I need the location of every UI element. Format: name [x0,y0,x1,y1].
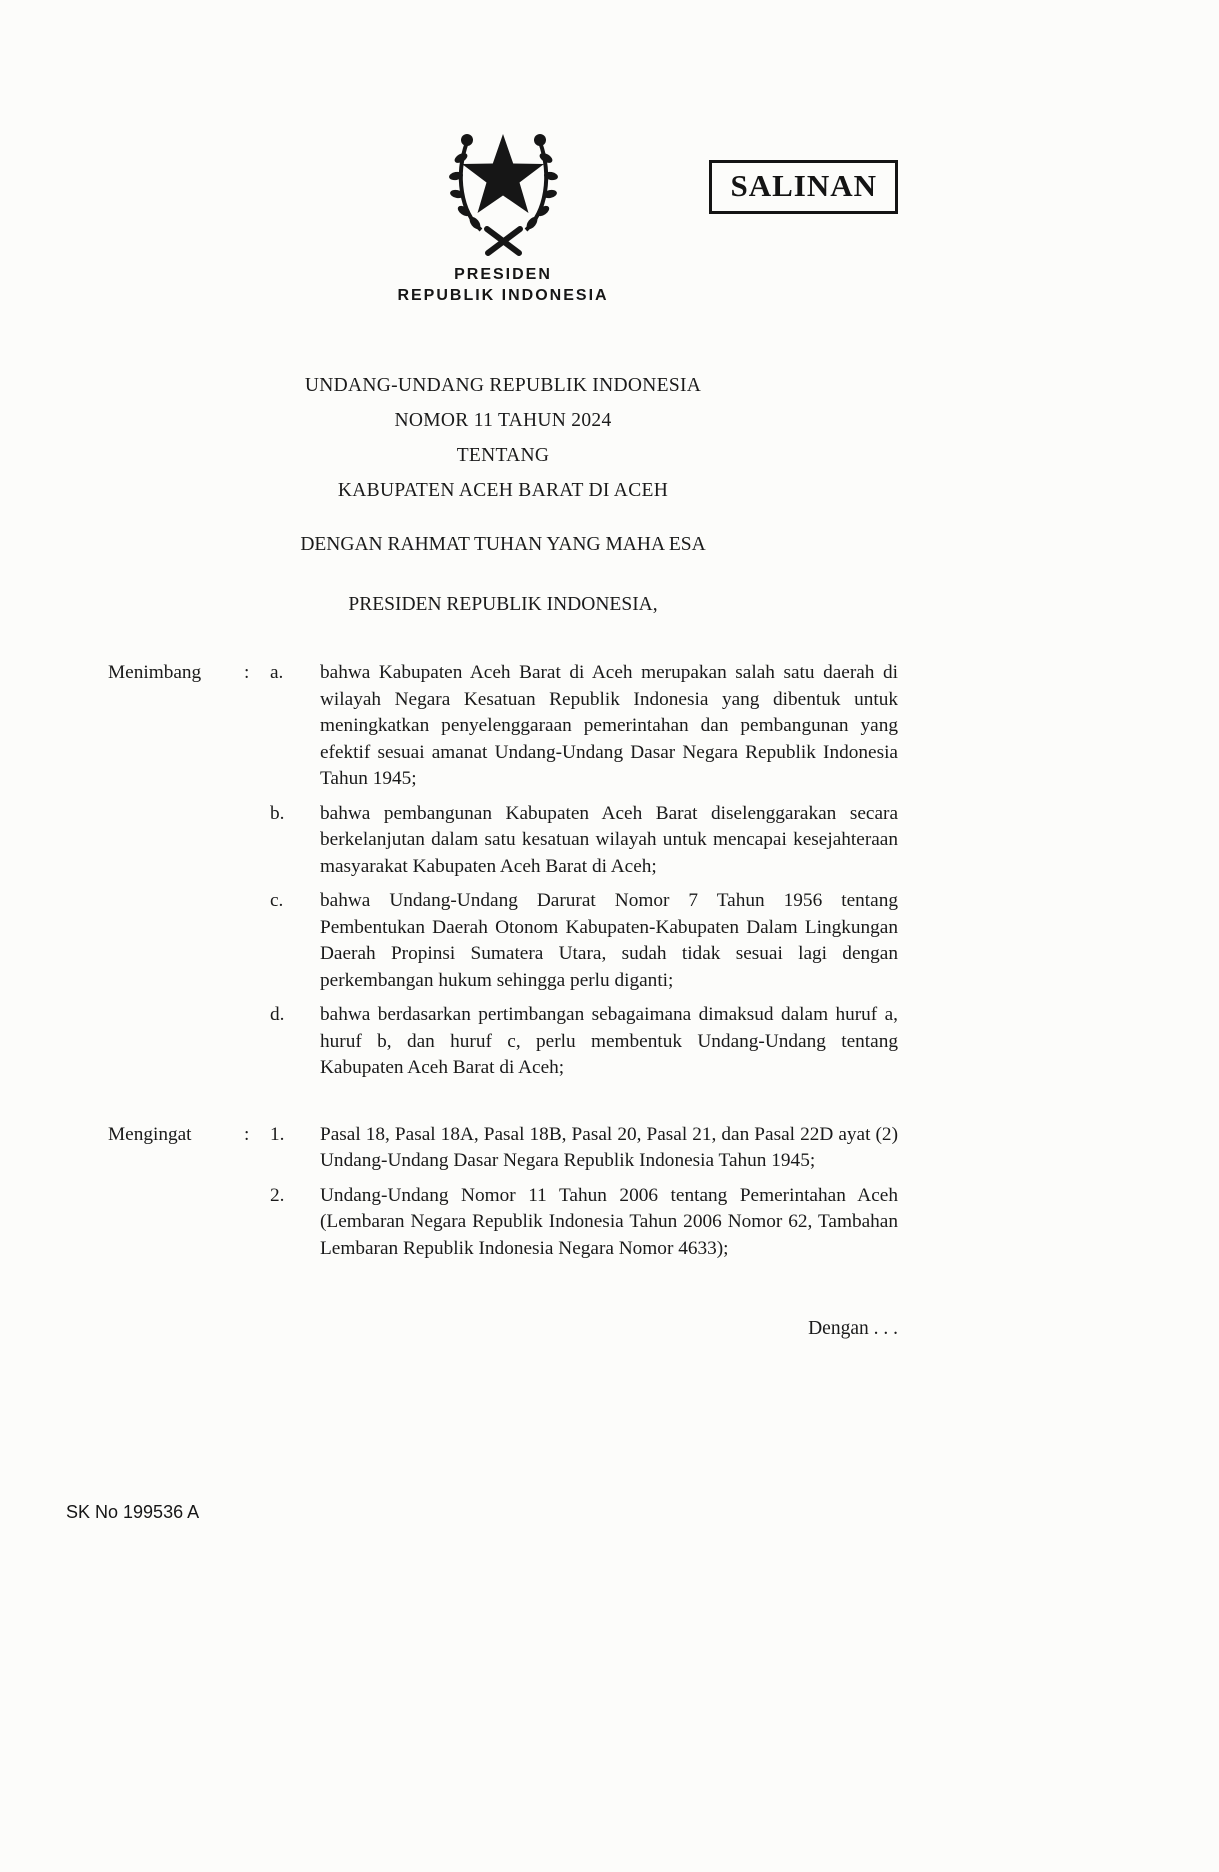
menimbang-section [108,660,898,1082]
invocation-line: DENGAN RAHMAT TUHAN YANG MAHA ESA [300,534,706,555]
mengingat-item-2 [108,1183,898,1263]
menimbang-item-c [108,888,898,994]
item-marker: b. [270,802,285,824]
menimbang-item-a [108,660,898,793]
mengingat-item-1 [108,1122,898,1175]
spacer [108,888,244,994]
menimbang-item-b [108,801,898,881]
spacer [244,801,270,881]
doc-title-line4: KABUPATEN ACEH BARAT DI ACEH [337,480,669,501]
authority-line: PRESIDEN REPUBLIK INDONESIA, [348,594,658,615]
mengingat-label: Mengingat [108,1123,192,1145]
item-text: bahwa Undang-Undang Darurat Nomor 7 Tahun 1956 tentang Pembentukan Daerah Otonom Kabupaten-Kabupaten Dalam Lingkungan Daerah Propinsi Sumatera Utara, sudah tidak sesuai lagi dengan perkembangan hukum sehingga perlu diganti; [320,890,898,991]
spacer [244,888,270,994]
menimbang-item-d [108,1002,898,1082]
menimbang-label: Menimbang [108,662,202,683]
doc-title-line2: NOMOR 11 TAHUN 2024 [394,410,612,431]
colon-separator: : [244,662,250,683]
doc-title-line1: UNDANG-UNDANG REPUBLIK INDONESIA [304,375,702,396]
spacer [108,1002,244,1082]
item-text: bahwa pembangunan Kabupaten Aceh Barat diselenggarakan secara berkelanjutan dalam satu kesatuan wilayah untuk mencapai kesejahteraan masyarakat Kabupaten Aceh Barat di Aceh; [320,802,898,877]
item-marker: 1. [270,1123,285,1145]
spacer [108,1183,244,1263]
item-marker: d. [270,1004,285,1025]
letterhead-republik-indonesia: REPUBLIK INDONESIA [397,287,609,304]
spacer [244,1002,270,1082]
sk-reference-number: SK No 199536 A [66,1502,200,1522]
item-marker: 2. [270,1184,285,1206]
item-marker: c. [270,890,284,911]
letterhead-presiden: PRESIDEN [454,266,552,283]
salinan-stamp-label: SALINAN [730,168,877,203]
item-marker: a. [270,662,284,683]
document-content [108,0,898,1872]
spacer [108,801,244,881]
garuda-star-emblem-icon [441,110,566,258]
item-text: Undang-Undang Nomor 11 Tahun 2006 tentang Pemerintahan Aceh (Lembaran Negara Republik Indonesia Tahun 2006 Nomor 62, Tambahan Lembaran Republik Indonesia Negara Nomor 4633); [320,1184,898,1259]
document-title-block [108,368,898,508]
item-text: bahwa berdasarkan pertimbangan sebagaimana dimaksud dalam huruf a, huruf b, dan huruf c, perlu membentuk Undang-Undang tentang Kabupaten Aceh Barat di Aceh; [320,1004,898,1078]
item-text: bahwa Kabupaten Aceh Barat di Aceh merupakan salah satu daerah di wilayah Negara Kesatuan Republik Indonesia yang dibentuk untuk meningkatkan penyelenggaraan pemerintahan dan pembangunan yang efektif sesuai amanat Undang-Undang Dasar Negara Republik Indonesia Tahun 1945; [320,662,898,789]
spacer [244,1183,270,1263]
catchword: Dengan . . . [808,1318,898,1339]
salinan-stamp [709,160,898,214]
colon-separator: : [244,1123,250,1145]
item-text: Pasal 18, Pasal 18A, Pasal 18B, Pasal 20, Pasal 21, dan Pasal 22D ayat (2) Undang-Undang Dasar Negara Republik Indonesia Tahun 1945; [320,1123,898,1171]
mengingat-section [108,1122,898,1263]
doc-title-line3: TENTANG [456,445,550,466]
